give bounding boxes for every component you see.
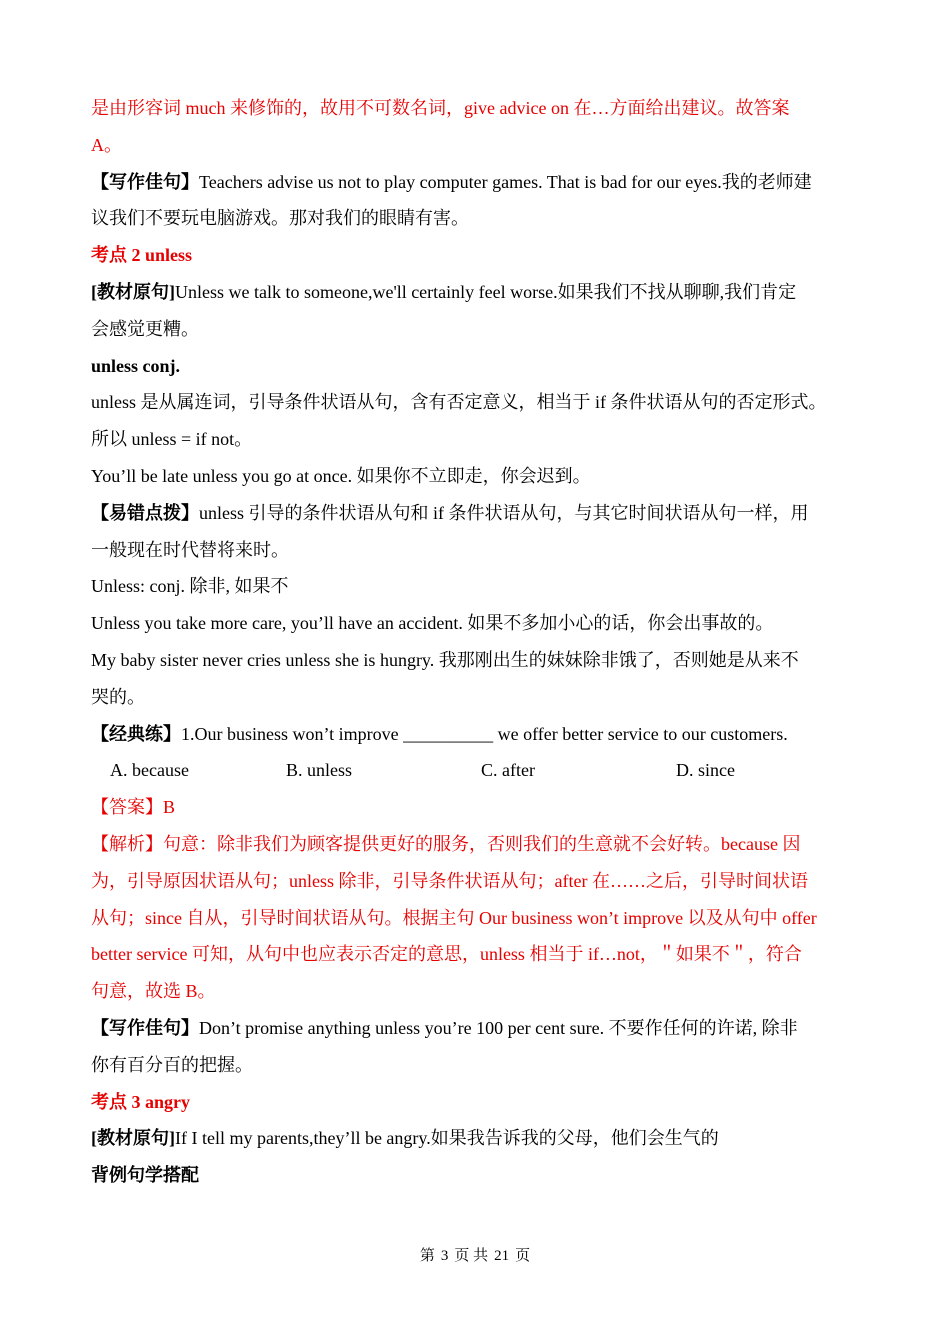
writing-sentence-1-cont: 议我们不要玩电脑游戏。那对我们的眼睛有害。: [91, 208, 469, 229]
writing-text: Teachers advise us not to play computer games. That is bad for our eyes.我的老师建: [199, 171, 812, 192]
analysis-line-5: 句意，故选 B。: [91, 981, 216, 1002]
source-label: [教材原句]: [91, 281, 175, 302]
exercise-question: [91, 716, 861, 753]
explanation-line-1: unless 是从属连词，引导条件状语从句，含有否定意义，相当于 if 条件状语从句的否定形式。: [91, 392, 827, 413]
tip-text: unless 引导的条件状语从句和 if 条件状语从句，与其它时间状语从句一样，用: [199, 502, 809, 523]
page-number: 3: [440, 1248, 449, 1264]
footer-mid: 页 共: [454, 1248, 489, 1264]
intro-line-2: A。: [91, 134, 122, 155]
source-text: Unless we talk to someone,we'll certainly feel worse.如果我们不找从聊聊,我们肯定: [175, 281, 797, 302]
point-2-source-cont: 会感觉更糟。: [91, 318, 199, 339]
writing-text: Don’t promise anything unless you’re 100 per cent sure. 不要作任何的许诺, 除非: [199, 1017, 798, 1038]
analysis-line-1: 【解析】句意：除非我们为顾客提供更好的服务，否则我们的生意就不会好转。because 因: [91, 833, 801, 854]
exercise-label: 【经典练】: [91, 723, 181, 744]
total-pages: 21: [494, 1248, 510, 1264]
example-sentence-2: Unless you take more care, you’ll have an accident. 如果不多加小心的话，你会出事故的。: [91, 613, 774, 634]
explanation-line-2: 所以 unless = if not。: [91, 429, 253, 450]
option-d: D. since: [676, 760, 735, 781]
definition: Unless: conj. 除非, 如果不: [91, 576, 289, 597]
part-of-speech: unless conj.: [91, 355, 181, 376]
option-a: A. because: [110, 760, 189, 781]
point-3-subheading: 背例句学搭配: [91, 1165, 199, 1186]
question-text: 1.Our business won’t improve __________ we offer better service to our customers.: [181, 723, 788, 744]
point-3-source: [91, 1120, 861, 1157]
writing-sentence-2-cont: 你有百分百的把握。: [91, 1054, 253, 1075]
exercise-options: [91, 752, 861, 789]
analysis-line-2: 为，引导原因状语从句；unless 除非，引导条件状语从句；after 在……之后，引导时间状语: [91, 870, 808, 891]
point-2-source: [91, 274, 861, 311]
analysis-line-3: 从句；since 自从，引导时间状语从句。根据主句 Our business won’t improve 以及从句中 offer: [91, 907, 817, 928]
source-text: If I tell my parents,they’ll be angry.如果我告诉我的父母，他们会生气的: [175, 1128, 719, 1149]
source-label: [教材原句]: [91, 1128, 175, 1149]
option-b: B. unless: [286, 760, 353, 781]
writing-label: 【写作佳句】: [91, 171, 199, 192]
page-footer: [0, 1244, 950, 1265]
example-sentence-3-cont: 哭的。: [91, 686, 145, 707]
error-tip: [91, 495, 861, 532]
writing-sentence-1: [91, 164, 861, 201]
answer: 【答案】B: [91, 797, 176, 818]
footer-prefix: 第: [419, 1248, 435, 1264]
point-3-heading: 考点 3 angry: [91, 1091, 190, 1112]
page-content: [91, 90, 861, 1194]
footer-suffix: 页: [515, 1248, 531, 1264]
tip-label: 【易错点拨】: [91, 502, 199, 523]
analysis-line-4: better service 可知，从句中也应表示否定的意思，unless 相当于 if…not，＂如果不＂，符合: [91, 944, 802, 965]
intro-line-1: 是由形容词 much 来修饰的，故用不可数名词，give advice on 在…方面给出建议。故答案: [91, 98, 790, 118]
writing-label: 【写作佳句】: [91, 1017, 199, 1038]
example-sentence-1: You’ll be late unless you go at once. 如果你不立即走，你会迟到。: [91, 465, 591, 486]
error-tip-cont: 一般现在时代替将来时。: [91, 539, 289, 560]
point-2-heading: 考点 2 unless: [91, 245, 193, 266]
option-c: C. after: [481, 760, 535, 781]
writing-sentence-2: [91, 1010, 861, 1047]
example-sentence-3: My baby sister never cries unless she is hungry. 我那刚出生的妹妹除非饿了，否则她是从来不: [91, 649, 799, 670]
